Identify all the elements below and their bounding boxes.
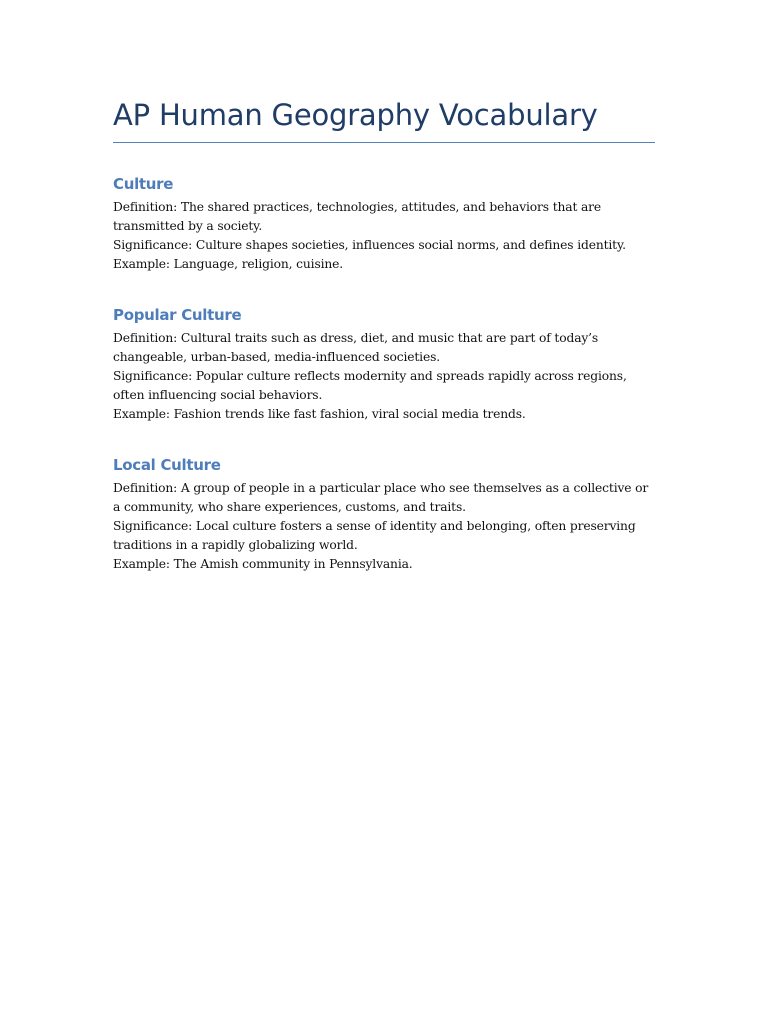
section-culture (113, 173, 655, 274)
section-heading: Popular Culture (113, 306, 242, 324)
section-popular-culture (113, 304, 655, 424)
significance-text: Significance: Culture shapes societies, influences social norms, and defines identity. (113, 238, 626, 252)
example-text: Example: Fashion trends like fast fashion, viral social media trends. (113, 407, 526, 421)
document-page (113, 96, 655, 574)
example-text: Example: Language, religion, cuisine. (113, 257, 344, 271)
definition-text: Definition: A group of people in a particular place who see themselves as a collective or a community, who share experiences, customs, and traits. (113, 481, 649, 514)
example-text: Example: The Amish community in Pennsylvania. (113, 557, 413, 571)
definition-text: Definition: The shared practices, technologies, attitudes, and behaviors that are transmitted by a society. (113, 200, 602, 233)
significance-text: Significance: Local culture fosters a sense of identity and belonging, often preserving traditions in a rapidly globalizing world. (113, 519, 636, 552)
title-divider (113, 142, 655, 143)
document-title: AP Human Geography Vocabulary (113, 98, 598, 132)
section-local-culture (113, 454, 655, 574)
definition-text: Definition: Cultural traits such as dress, diet, and music that are part of today’s changeable, urban-based, media-influenced societies. (113, 331, 599, 364)
significance-text: Significance: Popular culture reflects modernity and spreads rapidly across regions, often influencing social behaviors. (113, 369, 627, 402)
section-heading: Local Culture (113, 456, 221, 474)
section-heading: Culture (113, 175, 174, 193)
